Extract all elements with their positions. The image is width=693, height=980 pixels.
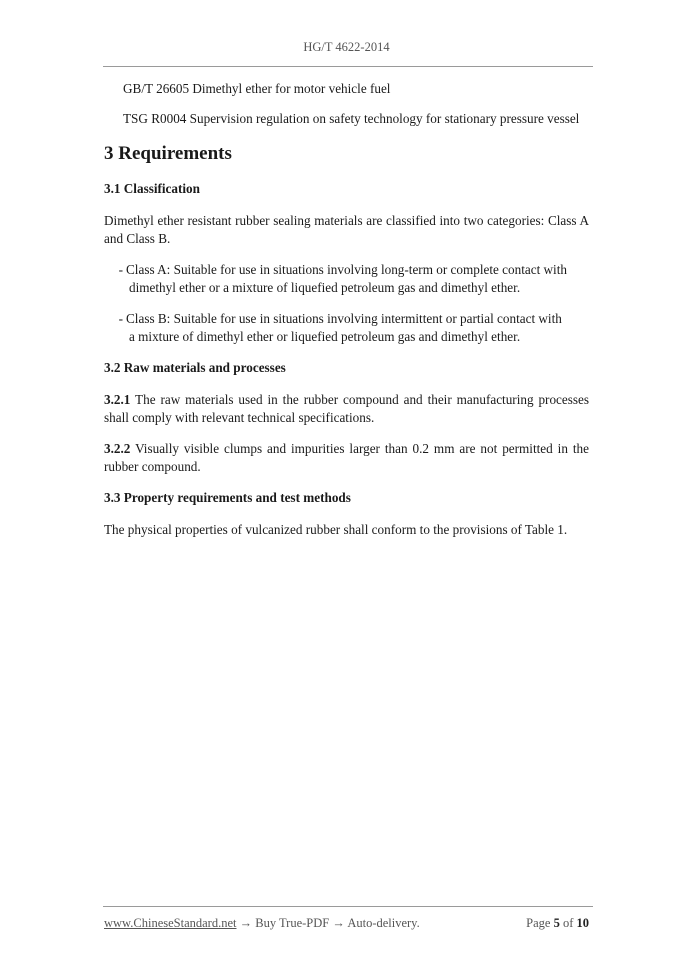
clause-3-2-2 xyxy=(104,440,589,476)
class-b-text xyxy=(126,310,589,346)
clause-number: 3.2.2 xyxy=(104,441,131,456)
footer-divider xyxy=(103,906,593,907)
page-of: of xyxy=(562,916,574,930)
class-a-text xyxy=(126,261,589,297)
header-divider xyxy=(103,66,593,67)
class-a-line-2: dimethyl ether or a mixture of liquefied petroleum gas and dimethyl ether. xyxy=(129,280,521,295)
list-dash: - xyxy=(118,262,123,277)
arrow-right-icon: → xyxy=(236,916,256,930)
website-link[interactable]: www.ChineseStandard.net xyxy=(104,916,237,930)
running-header: HG/T 4622-2014 xyxy=(303,40,390,54)
document-body xyxy=(104,80,589,552)
subsection-heading-property-requirements: 3.3 Property requirements and test methods xyxy=(104,490,351,505)
auto-delivery-text: Auto-delivery. xyxy=(347,916,420,930)
property-requirements-text: The physical properties of vulcanized rubber shall conform to the provisions of Table 1. xyxy=(104,522,568,537)
classification-intro: Dimethyl ether resistant rubber sealing materials are classified into two categories: Class A and Class B. xyxy=(104,213,589,246)
section-heading-requirements: 3 Requirements xyxy=(104,143,232,164)
page-footer xyxy=(104,916,589,931)
clause-text: Visually visible clumps and impurities larger than 0.2 mm are not permitted in the rubber compound. xyxy=(104,441,589,474)
list-dash: - xyxy=(118,311,123,326)
subsection-heading-classification: 3.1 Classification xyxy=(104,181,200,196)
class-b-line-2: a mixture of dimethyl ether or liquefied petroleum gas and dimethyl ether. xyxy=(129,329,521,344)
clause-number: 3.2.1 xyxy=(104,392,131,407)
footer-promo xyxy=(104,916,420,931)
class-b-line-1: Class B: Suitable for use in situations involving intermittent or partial contact with xyxy=(126,311,562,326)
clause-3-2-1 xyxy=(104,391,589,427)
buy-pdf-text: Buy True-PDF xyxy=(255,916,330,930)
list-item-class-b xyxy=(104,310,589,346)
clause-text: The raw materials used in the rubber compound and their manufacturing processes shall comply with relevant technical specifications. xyxy=(104,392,589,425)
page-label: Page xyxy=(526,916,551,930)
reference-tsg-r0004: TSG R0004 Supervision regulation on safety technology for stationary pressure vessel xyxy=(123,111,580,126)
page-current: 5 xyxy=(553,916,560,930)
page-number xyxy=(526,916,589,931)
list-item-class-a xyxy=(104,261,589,297)
subsection-heading-raw-materials: 3.2 Raw materials and processes xyxy=(104,360,286,375)
reference-gbt-26605: GB/T 26605 Dimethyl ether for motor vehicle fuel xyxy=(123,81,391,96)
page-total: 10 xyxy=(576,916,589,930)
class-a-line-1: Class A: Suitable for use in situations involving long-term or complete contact with xyxy=(126,262,567,277)
arrow-right-icon: → xyxy=(329,916,348,930)
